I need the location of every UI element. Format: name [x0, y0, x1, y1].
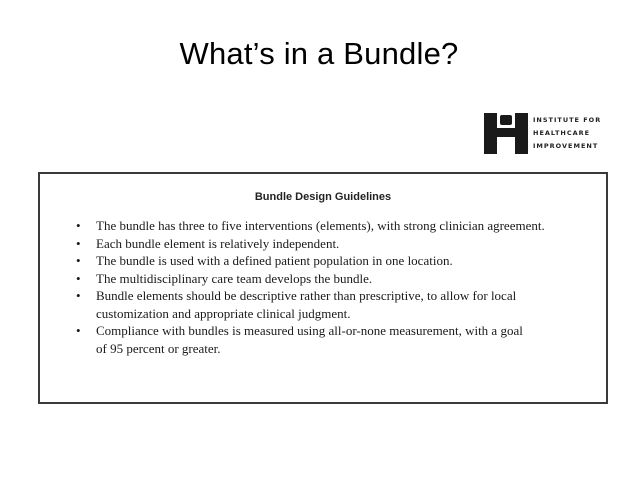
logo-text: [533, 114, 601, 153]
ihi-logo-mark-icon: [484, 113, 528, 154]
bullet-icon: •: [76, 253, 81, 268]
list-item-text-continued: of 95 percent or greater.: [96, 340, 221, 356]
guidelines-box: [38, 172, 608, 404]
logo-text-line: HEALTHCARE: [533, 129, 591, 137]
bullet-icon: •: [76, 218, 81, 233]
slide-title: What’s in a Bundle?: [179, 36, 459, 71]
list-item: [76, 270, 604, 288]
list-item-text: The bundle has three to five interventions (elements), with strong clinician agreement.: [96, 218, 545, 233]
list-item: [76, 235, 604, 253]
logo-text-line: INSTITUTE FOR: [533, 116, 602, 124]
list-item: [76, 252, 604, 270]
list-item: [76, 287, 604, 322]
guidelines-heading: Bundle Design Guidelines: [254, 191, 392, 203]
list-item-text: Each bundle element is relatively independent.: [96, 235, 340, 251]
bullet-icon: •: [76, 235, 81, 251]
logo-text-line: IMPROVEMENT: [533, 142, 599, 150]
ihi-logo: [484, 111, 604, 155]
bullet-icon: •: [76, 288, 81, 303]
list-item-text-continued: customization and appropriate clinical judgment.: [96, 305, 351, 321]
list-item-text: Compliance with bundles is measured using all-or-none measurement, with a goal: [96, 323, 523, 338]
list-item-text: Bundle elements should be descriptive rather than prescriptive, to allow for local: [96, 288, 517, 303]
bullet-icon: •: [76, 323, 81, 338]
guidelines-list: [76, 217, 604, 357]
list-item-text: The bundle is used with a defined patient population in one location.: [96, 253, 453, 268]
list-item: [76, 217, 604, 235]
list-item-text: The multidisciplinary care team develops the bundle.: [96, 270, 373, 286]
list-item: [76, 322, 604, 357]
bullet-icon: •: [76, 270, 81, 286]
